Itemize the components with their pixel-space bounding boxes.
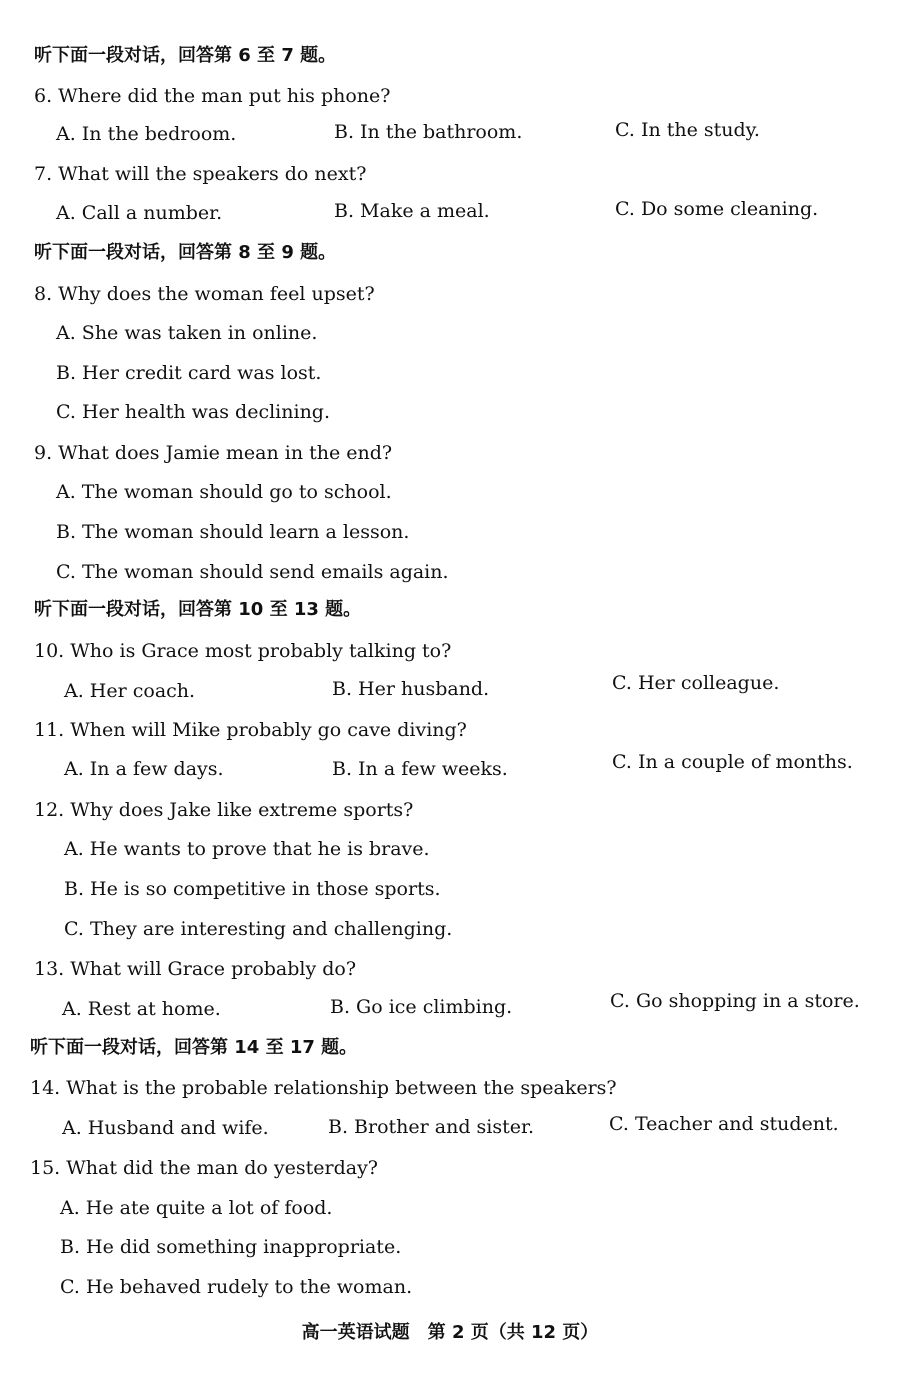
- question-stem: 12. Why does Jake like extreme sports?: [34, 799, 414, 821]
- option-b: B. Make a meal.: [334, 200, 490, 222]
- option-a: A. The woman should go to school.: [56, 481, 392, 503]
- option-b: B. Her husband.: [332, 678, 490, 700]
- question-stem: 13. What will Grace probably do?: [34, 958, 357, 980]
- option-c: C. Her colleague.: [612, 672, 780, 694]
- option-a: A. Rest at home.: [62, 998, 221, 1020]
- question-stem: 15. What did the man do yesterday?: [30, 1157, 378, 1179]
- option-c: C. In the study.: [615, 119, 760, 141]
- option-a: A. He ate quite a lot of food.: [60, 1197, 333, 1219]
- option-c: C. In a couple of months.: [612, 751, 853, 773]
- option-b: B. Go ice climbing.: [330, 996, 513, 1018]
- option-a: A. Her coach.: [64, 680, 196, 702]
- option-c: C. The woman should send emails again.: [56, 561, 449, 583]
- option-a: A. Husband and wife.: [62, 1117, 269, 1139]
- section-instruction: 听下面一段对话，回答第 8 至 9 题。: [34, 242, 337, 263]
- page-footer: 高一英语试题 第 2 页（共 12 页）: [301, 1322, 599, 1342]
- option-b: B. In a few weeks.: [332, 758, 508, 780]
- option-b: B. He is so competitive in those sports.: [64, 878, 441, 900]
- option-c: C. Her health was declining.: [56, 401, 331, 423]
- question-stem: 7. What will the speakers do next?: [34, 163, 367, 185]
- question-stem: 10. Who is Grace most probably talking to?: [34, 640, 452, 662]
- option-a: A. He wants to prove that he is brave.: [64, 838, 430, 860]
- option-a: A. In the bedroom.: [56, 123, 237, 145]
- option-c: C. Go shopping in a store.: [610, 990, 860, 1012]
- question-stem: 14. What is the probable relationship between the speakers?: [30, 1077, 617, 1099]
- section-instruction: 听下面一段对话，回答第 6 至 7 题。: [34, 45, 337, 66]
- option-a: A. Call a number.: [56, 202, 223, 224]
- option-c: C. They are interesting and challenging.: [64, 918, 453, 940]
- option-b: B. In the bathroom.: [334, 121, 523, 143]
- question-stem: 6. Where did the man put his phone?: [34, 85, 391, 107]
- section-instruction: 听下面一段对话，回答第 10 至 13 题。: [34, 599, 362, 620]
- option-c: C. He behaved rudely to the woman.: [60, 1276, 413, 1298]
- option-a: A. In a few days.: [64, 758, 224, 780]
- question-stem: 11. When will Mike probably go cave diving?: [34, 719, 467, 741]
- section-instruction: 听下面一段对话，回答第 14 至 17 题。: [30, 1037, 358, 1058]
- option-c: C. Do some cleaning.: [615, 198, 819, 220]
- option-b: B. Her credit card was lost.: [56, 362, 322, 384]
- question-stem: 8. Why does the woman feel upset?: [34, 283, 375, 305]
- option-a: A. She was taken in online.: [56, 322, 318, 344]
- question-stem: 9. What does Jamie mean in the end?: [34, 442, 393, 464]
- option-b: B. The woman should learn a lesson.: [56, 521, 410, 543]
- option-b: B. He did something inappropriate.: [60, 1236, 402, 1258]
- option-b: B. Brother and sister.: [328, 1116, 535, 1138]
- option-c: C. Teacher and student.: [609, 1113, 839, 1135]
